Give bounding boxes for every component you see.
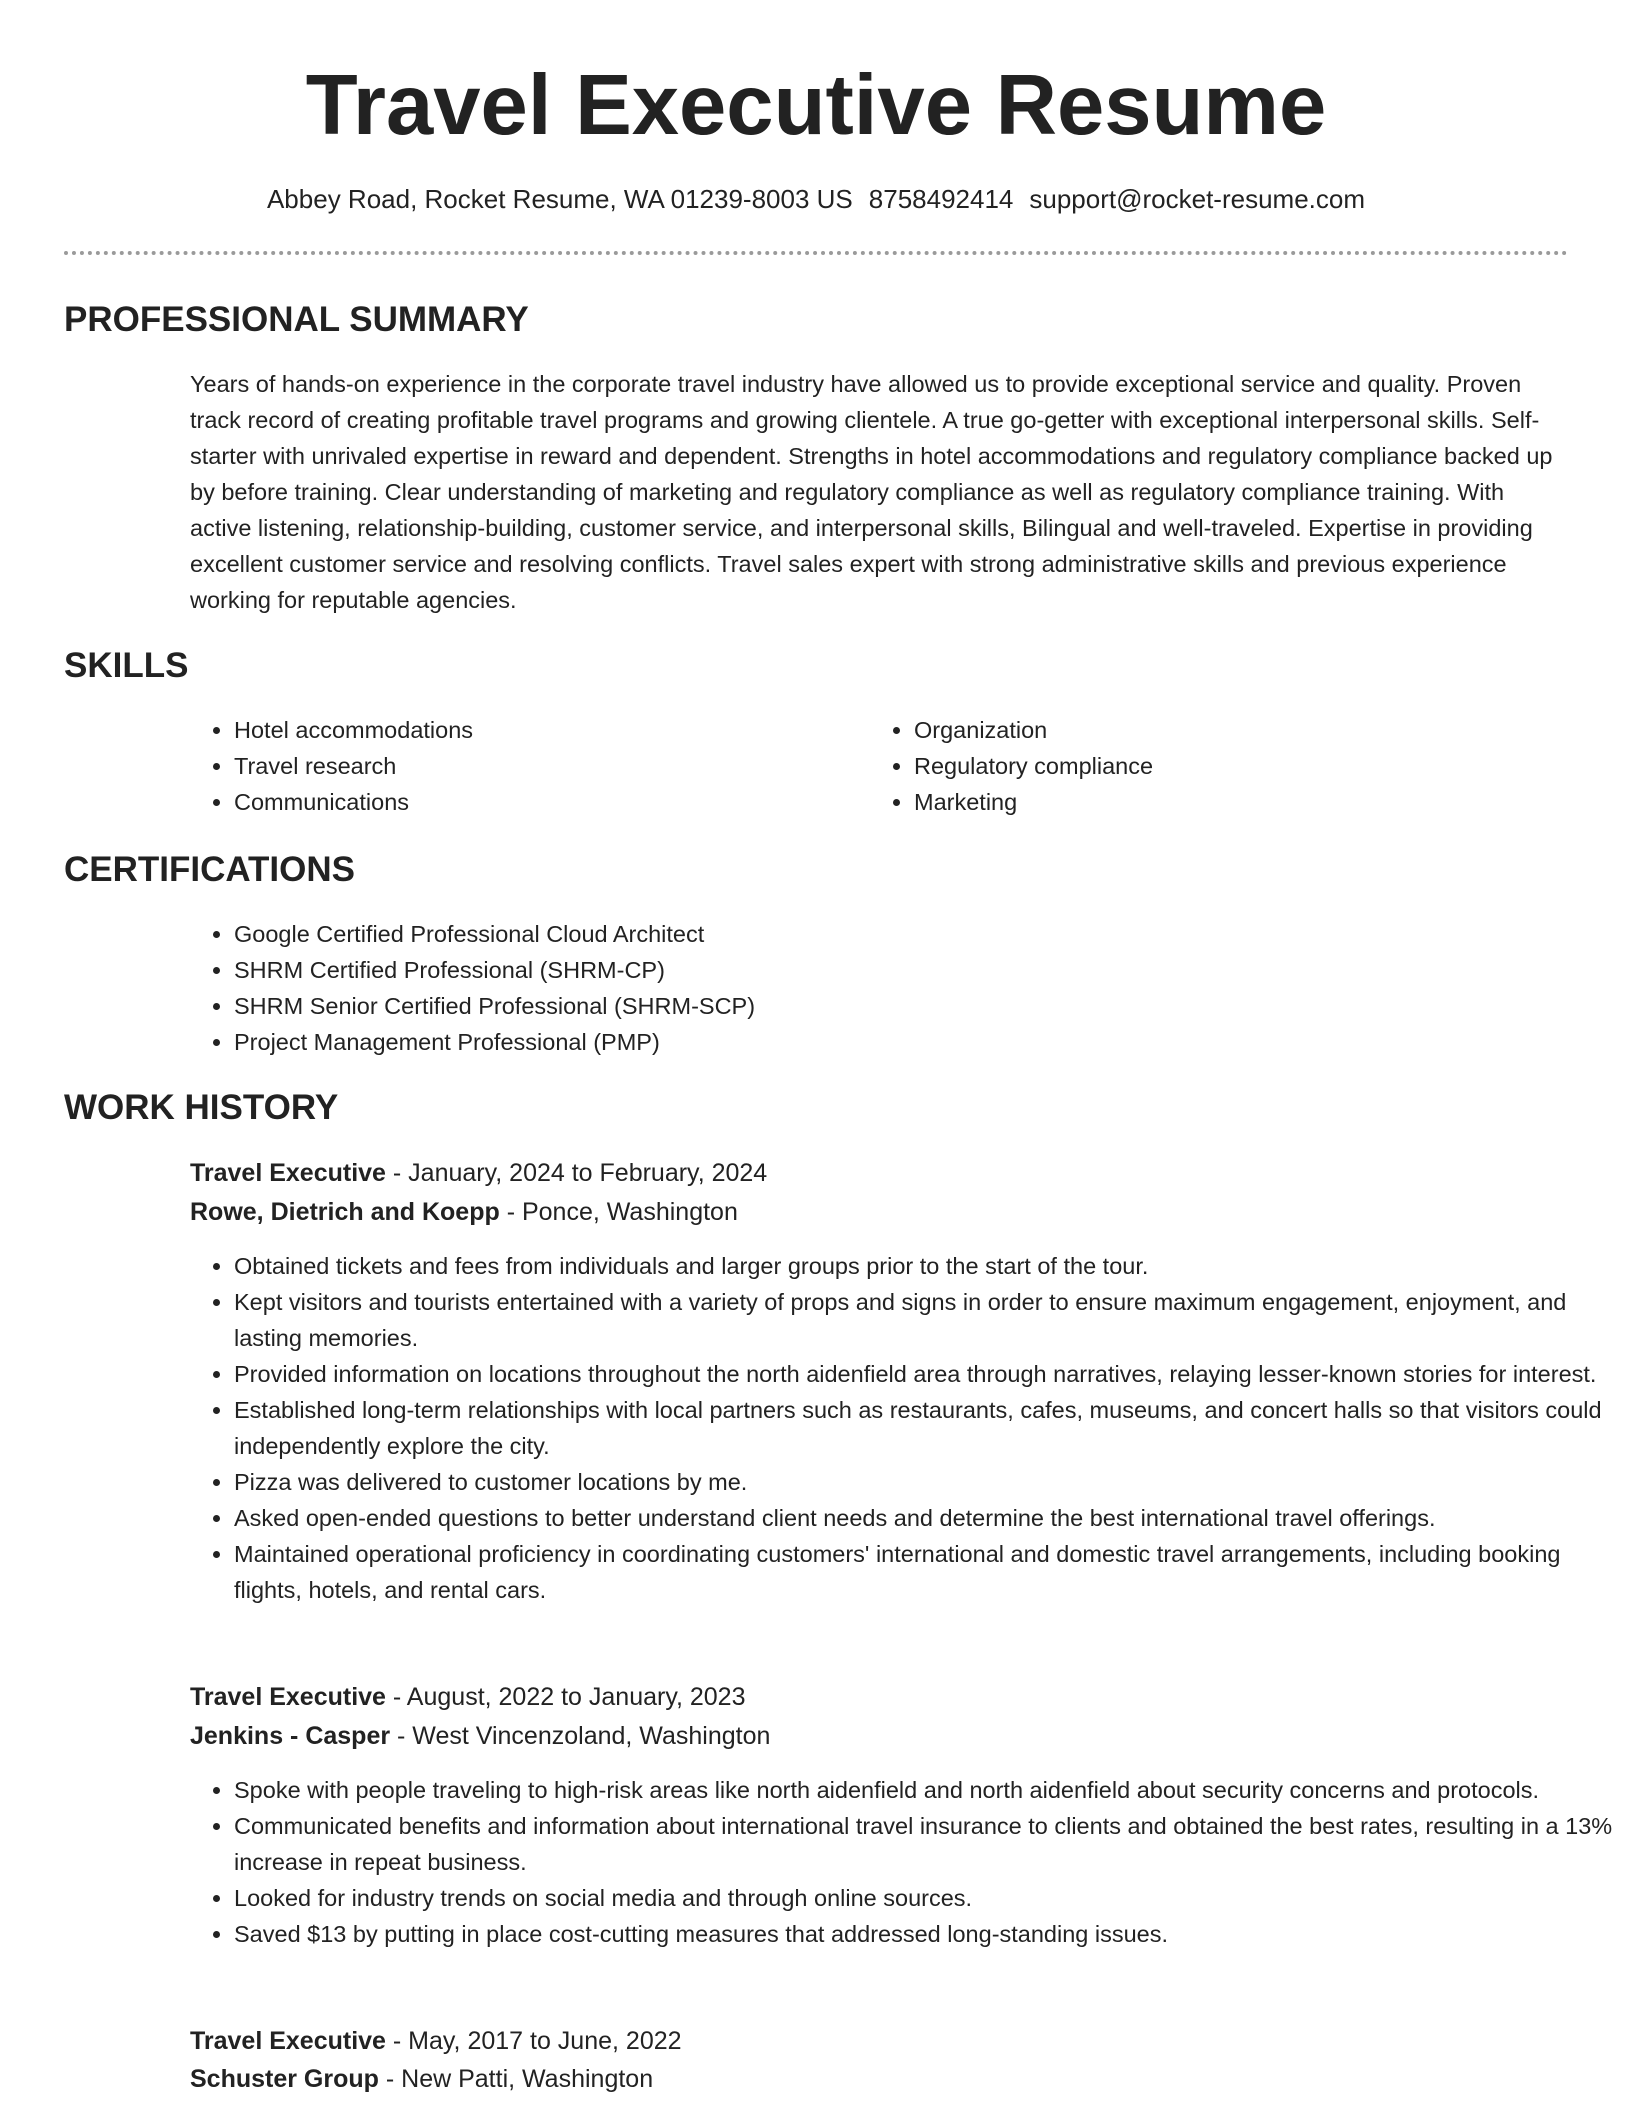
skills-list-left xyxy=(190,712,834,820)
job-company: Rowe, Dietrich and Koepp xyxy=(190,1198,500,1226)
list-item: • Maintained operational proficiency in coordinating customers' international and domestic travel arrangements, including booking flights, hotels, and rental cars. xyxy=(234,1536,1614,1608)
job-company: Jenkins - Casper xyxy=(190,1722,391,1750)
list-item: • Organization xyxy=(914,712,1514,748)
job-title-line xyxy=(190,1156,767,1190)
section-title-work-history: WORK HISTORY xyxy=(64,1088,339,1127)
job-title: Travel Executive xyxy=(190,1159,386,1187)
job-bullets xyxy=(190,1248,1614,1608)
summary-text: Years of hands-on experience in the corporate travel industry have allowed us to provide exceptional service and quality. Proven track record of creating profitable travel programs and growing clientele. A true go-getter with exceptional interpersonal skills. Self-starter with unrivaled expertise in reward and dependent. Strengths in hotel accommodations and regulatory compliance backed up by before training. Clear understanding of marketing and regulatory compliance as well as regulatory compliance training. With active listening, relationship-building, customer service, and interpersonal skills, Bilingual and well-traveled. Expertise in providing excellent customer service and resolving conflicts. Travel sales expert with strong administrative skills and previous experience working for reputable agencies. xyxy=(190,371,1553,613)
list-item: • Obtained tickets and fees from individuals and larger groups prior to the start of the tour. xyxy=(234,1248,1614,1284)
list-item: • Marketing xyxy=(914,784,1514,820)
resume-title: Travel Executive Resume xyxy=(305,58,1327,153)
job-company-line xyxy=(190,1195,738,1229)
section-title-skills: SKILLS xyxy=(64,646,189,685)
job-company: Schuster Group xyxy=(190,2065,379,2093)
job-bullets xyxy=(190,1772,1614,1952)
job-location: - Ponce, Washington xyxy=(499,1198,738,1226)
list-item: • Looked for industry trends on social media and through online sources. xyxy=(234,1880,1614,1916)
list-item: • Saved $13 by putting in place cost-cutting measures that addressed long-standing issues. xyxy=(234,1916,1614,1952)
section-title-certifications: CERTIFICATIONS xyxy=(64,850,356,889)
contact-line xyxy=(0,182,1632,216)
list-item: • Pizza was delivered to customer locations by me. xyxy=(234,1464,1614,1500)
list-item: • Communications xyxy=(234,784,834,820)
job-dates: - May, 2017 to June, 2022 xyxy=(385,2027,682,2055)
job-location: - New Patti, Washington xyxy=(378,2065,654,2093)
job-title: Travel Executive xyxy=(190,2027,386,2055)
list-item: • Asked open-ended questions to better understand client needs and determine the best international travel offerings. xyxy=(234,1500,1614,1536)
list-item: • SHRM Senior Certified Professional (SHRM-SCP) xyxy=(234,988,1534,1024)
list-item: • Hotel accommodations xyxy=(234,712,834,748)
list-item: • Travel research xyxy=(234,748,834,784)
list-item: • Kept visitors and tourists entertained with a variety of props and signs in order to ensure maximum engagement, enjoyment, and lasting memories. xyxy=(234,1284,1614,1356)
contact-address: Abbey Road, Rocket Resume, WA 01239-8003 US xyxy=(266,184,853,214)
job-title-line xyxy=(190,1680,745,1714)
job-dates: - August, 2022 to January, 2023 xyxy=(385,1683,746,1711)
job-company-line xyxy=(190,2062,653,2096)
list-item: • Spoke with people traveling to high-risk areas like north aidenfield and north aidenfield about security concerns and protocols. xyxy=(234,1772,1614,1808)
header-divider xyxy=(64,251,1568,255)
section-title-summary: PROFESSIONAL SUMMARY xyxy=(64,300,529,339)
contact-email[interactable]: support@rocket-resume.com xyxy=(1029,184,1366,214)
list-item: • SHRM Certified Professional (SHRM-CP) xyxy=(234,952,1534,988)
list-item: • Provided information on locations throughout the north aidenfield area through narratives, relaying lesser-known stories for interest. xyxy=(234,1356,1614,1392)
job-dates: - January, 2024 to February, 2024 xyxy=(385,1159,768,1187)
list-item: • Regulatory compliance xyxy=(914,748,1514,784)
certifications-list xyxy=(190,916,1534,1060)
list-item: • Established long-term relationships with local partners such as restaurants, cafes, museums, and concert halls so that visitors could independently explore the city. xyxy=(234,1392,1614,1464)
job-title: Travel Executive xyxy=(190,1683,386,1711)
list-item: • Project Management Professional (PMP) xyxy=(234,1024,1534,1060)
job-location: - West Vincenzoland, Washington xyxy=(390,1722,771,1750)
list-item: • Google Certified Professional Cloud Architect xyxy=(234,916,1534,952)
job-title-line xyxy=(190,2024,682,2058)
list-item: • Communicated benefits and information about international travel insurance to clients and obtained the best rates, resulting in a 13% increase in repeat business. xyxy=(234,1808,1614,1880)
skills-list-right xyxy=(870,712,1514,820)
contact-phone: 8758492414 xyxy=(868,184,1014,214)
job-company-line xyxy=(190,1719,770,1753)
